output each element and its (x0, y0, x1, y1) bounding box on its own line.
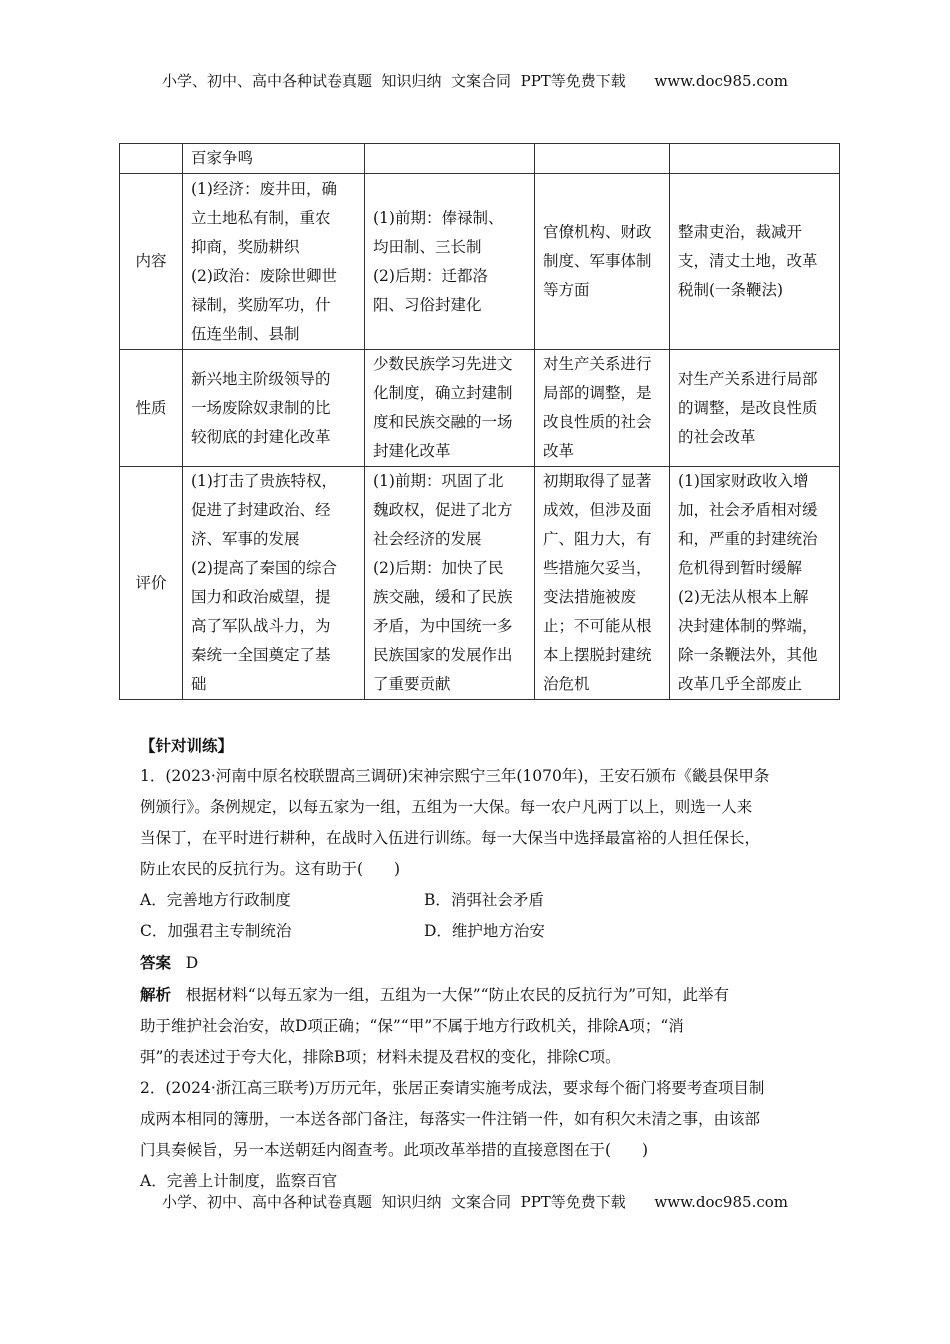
text-span: 助于维护社会治安，故D项正确；“保”“甲”不属于地方行政机关，排除A项；“消 (140, 1017, 684, 1035)
cell-line: (1)前期：俸禄制、 (373, 208, 504, 227)
text-line (140, 979, 830, 1011)
cell-line: 些措施欠妥当， (543, 559, 652, 577)
cell-line: 一场废除奴隶制的比 (191, 398, 331, 417)
table-cell (670, 174, 840, 350)
text-line (140, 823, 830, 854)
cell-line: 矛盾，为中国统一多 (373, 617, 513, 635)
text-span: 例颁行》。条例规定，以每五家为一组，五组为一大保。每一农户凡两丁以上，则选一人来 (140, 798, 753, 816)
cell-line: 加，社会矛盾相对缓 (678, 501, 818, 519)
page-header: 小学、初中、高中各种试卷真题 知识归纳 文案合同 PPT等免费下载 www.doc985.com (161, 72, 788, 90)
cell-line: 化制度，确立封建制 (373, 384, 513, 402)
row-label: 内容 (120, 174, 183, 350)
table-cell (535, 144, 670, 174)
cell-line: 和，严重的封建统治 (678, 530, 818, 548)
cell-line: (2)无法从根本上解 (678, 588, 809, 606)
cell-line: 阳、习俗封建化 (373, 295, 482, 314)
cell-line: 制度、军事体制 (543, 252, 652, 270)
cell-line: (1)国家财政收入增 (678, 472, 809, 490)
cell-line: 百家争鸣 (191, 149, 254, 167)
table-row (120, 467, 840, 700)
cell-line: (1)前期：巩固了北 (373, 472, 504, 490)
cell-line: 税制(一条鞭法) (678, 281, 784, 299)
cell-line: (2)后期：迁都洛 (373, 266, 488, 285)
row-label (120, 144, 183, 174)
text-span: 2．(2024·浙江高三联考)万历元年，张居正奏请实施考成法，要求每个衙门将要考查项目制 (140, 1079, 765, 1097)
cell-line: 改革几乎全部废止 (678, 675, 803, 693)
table-cell (535, 467, 670, 700)
page-footer: 小学、初中、高中各种试卷真题 知识归纳 文案合同 PPT等免费下载 www.doc985.com (161, 1193, 788, 1211)
cell-line: 等方面 (543, 281, 590, 299)
cell-line: 改革 (543, 442, 575, 460)
cell-line: 对生产关系进行 (543, 355, 652, 373)
table-cell (183, 174, 365, 350)
cell-line: 禄制，奖励军功，什 (191, 295, 331, 314)
cell-line: 魏政权，促进了北方 (373, 501, 513, 519)
text-line (140, 1042, 830, 1073)
cell-line: 整肃吏治，裁减开 (678, 223, 803, 241)
cell-line: 济、军事的发展 (191, 530, 300, 548)
cell-line: 成效，但涉及面 (543, 501, 652, 519)
table-cell (670, 467, 840, 700)
analysis-label: 解析 (140, 985, 172, 1004)
cell-line: (1)打击了贵族特权， (191, 472, 337, 490)
cell-line: 对生产关系进行局部 (678, 369, 818, 388)
cell-line: 危机得到暂时缓解 (678, 559, 803, 577)
table-cell (535, 174, 670, 350)
table-cell (183, 144, 365, 174)
cell-line: 抑商，奖励耕织 (191, 237, 300, 256)
practice-section (140, 730, 830, 1197)
cell-line: 变法措施被废 (543, 588, 637, 606)
cell-line: 秦统一全国奠定了基 (191, 646, 331, 664)
question-2 (140, 1073, 830, 1166)
text-span: 当保丁，在平时进行耕种，在战时入伍进行训练。每一大保当中选择最富裕的人担任保长， (140, 829, 761, 847)
text-line (140, 1135, 830, 1166)
cell-line: 封建化改革 (373, 442, 451, 460)
cell-line: (2)提高了秦国的综合 (191, 559, 337, 577)
q1-option-a: A．完善地方行政制度 (140, 891, 291, 909)
text-line (140, 761, 830, 792)
table-cell (670, 350, 840, 467)
table-cell (183, 467, 365, 700)
text-span: 成两本相同的簿册，一本送各部门备注，每落实一件注销一件，如有积欠未清之事，由该部 (140, 1110, 761, 1128)
table-row (120, 174, 840, 350)
cell-line: 初期取得了显著 (543, 472, 652, 490)
cell-line: (2)政治：废除世卿世 (191, 266, 337, 285)
cell-line: 的调整，是改良性质 (678, 398, 818, 417)
q1-options-row-2 (140, 916, 830, 947)
cell-line: 立土地私有制，重农 (191, 208, 331, 227)
cell-line: 支，清丈土地，改革 (678, 252, 818, 270)
table-row (120, 144, 840, 174)
cell-line: 础 (191, 675, 207, 693)
section-title: 【针对训练】 (140, 736, 234, 755)
table-cell (365, 467, 535, 700)
answer-label: 答案 (140, 953, 172, 972)
q2-option-a: A．完善上计制度，监察百官 (140, 1172, 338, 1190)
cell-line: 高了军队战斗力，为 (191, 617, 331, 635)
text-line (140, 1011, 830, 1042)
cell-line: 改良性质的社会 (543, 413, 652, 431)
text-span: 门具奏候旨，另一本送朝廷内阁查考。此项改革举措的直接意图在于( ) (140, 1141, 649, 1159)
text-line (140, 792, 830, 823)
text-span: 1．(2023·河南中原名校联盟高三调研)宋神宗熙宁三年(1070年)，王安石颁布《畿县保甲条 (140, 767, 770, 785)
q1-option-d: D．维护地方治安 (424, 922, 545, 940)
answer-value: D (185, 954, 199, 972)
cell-line: 止；不可能从根 (543, 617, 652, 635)
text-span: 防止农民的反抗行为。这有助于( ) (140, 860, 401, 878)
cell-line: 伍连坐制、县制 (191, 324, 300, 343)
cell-line: 的社会改革 (678, 427, 756, 446)
table-cell (535, 350, 670, 467)
cell-line: (2)后期：加快了民 (373, 559, 504, 577)
cell-line: 较彻底的封建化改革 (191, 427, 331, 446)
table-row (120, 350, 840, 467)
cell-line: 新兴地主阶级领导的 (191, 369, 331, 388)
text-line (140, 854, 830, 885)
q1-analysis (140, 979, 830, 1073)
cell-line: 本上摆脱封建统 (543, 646, 652, 664)
text-span: 根据材料“以每五家为一组，五组为一大保”“防止农民的反抗行为”可知，此举有 (185, 986, 729, 1004)
cell-line: 度和民族交融的一场 (373, 413, 513, 431)
cell-line: 少数民族学习先进文 (373, 355, 513, 373)
cell-line: 族交融，缓和了民族 (373, 588, 513, 606)
cell-line: 了重要贡献 (373, 675, 451, 693)
cell-line: 决封建体制的弊端， (678, 617, 818, 635)
question-1 (140, 761, 830, 885)
table-cell (670, 144, 840, 174)
q1-answer (140, 947, 830, 979)
reform-comparison-table (119, 143, 840, 700)
table-cell (365, 350, 535, 467)
text-line (140, 1073, 830, 1104)
q1-options-row-1 (140, 885, 830, 916)
cell-line: 官僚机构、财政 (543, 223, 652, 241)
row-label: 性质 (120, 350, 183, 467)
cell-line: 广、阻力大，有 (543, 530, 652, 548)
cell-line: 治危机 (543, 675, 590, 693)
cell-line: 局部的调整，是 (543, 384, 652, 402)
cell-line: 民族国家的发展作出 (373, 646, 513, 664)
text-line (140, 1104, 830, 1135)
text-span: 弭”的表述过于夸大化，排除B项；材料未提及君权的变化，排除C项。 (140, 1048, 621, 1066)
cell-line: 均田制、三长制 (373, 237, 482, 256)
row-label: 评价 (120, 467, 183, 700)
q1-option-b: B．消弭社会矛盾 (424, 891, 544, 909)
table-cell (183, 350, 365, 467)
table-cell (365, 174, 535, 350)
q1-option-c: C．加强君主专制统治 (140, 922, 292, 940)
cell-line: 促进了封建政治、经 (191, 501, 331, 519)
cell-line: 社会经济的发展 (373, 530, 482, 548)
table-cell (365, 144, 535, 174)
cell-line: 国力和政治威望，提 (191, 588, 331, 606)
cell-line: (1)经济：废井田，确 (191, 179, 337, 198)
cell-line: 除一条鞭法外，其他 (678, 646, 818, 664)
